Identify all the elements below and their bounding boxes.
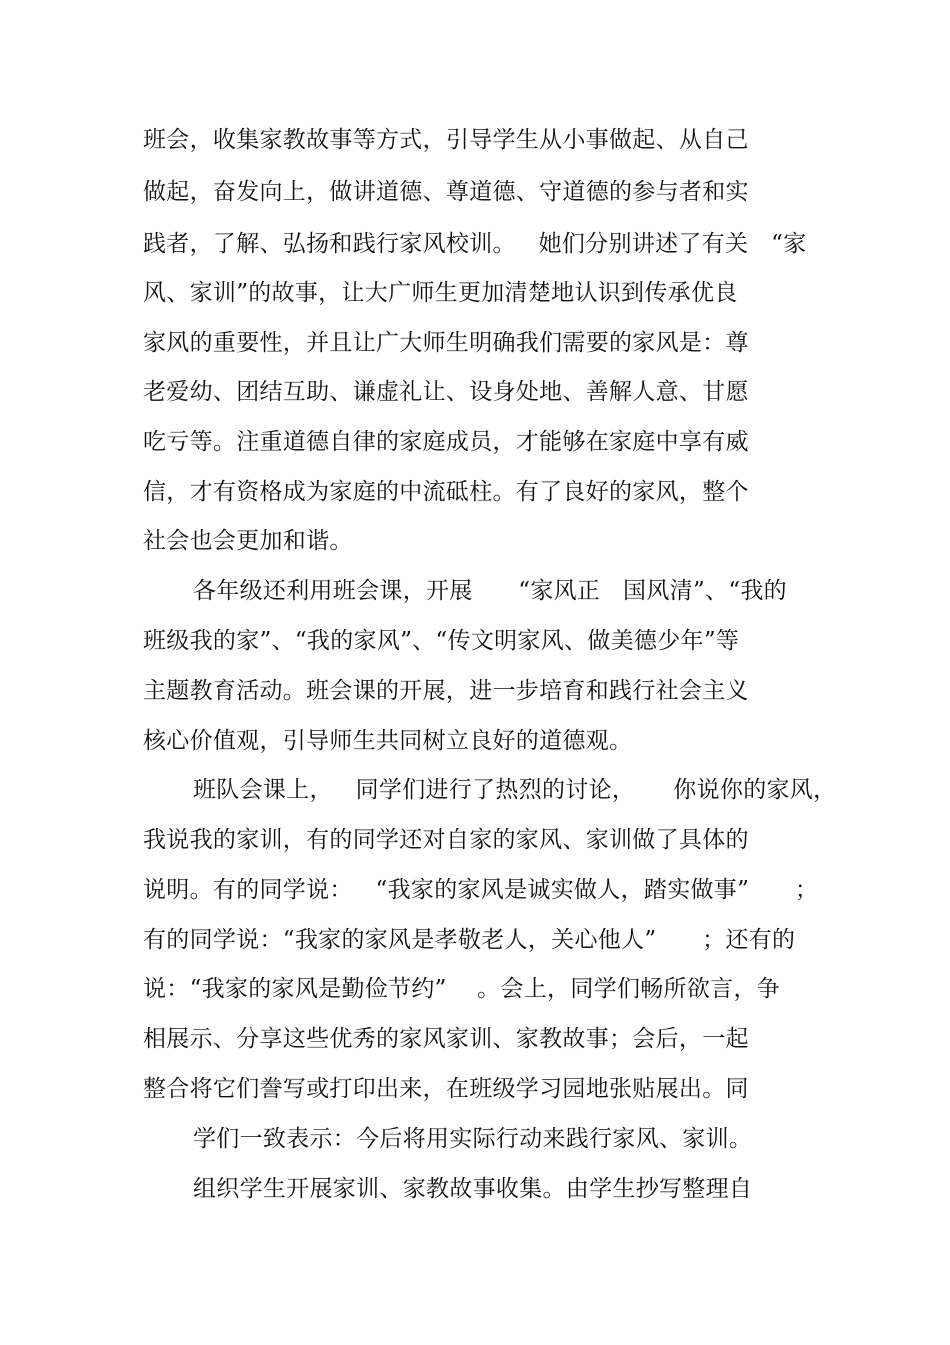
text-line: 社会也会更加和谐。 <box>143 528 353 554</box>
text-line: 班级我的家”、“我的家风”、“传文明家风、做美德少年”等 <box>143 628 740 654</box>
text-line: 风、家训”的故事，让大广师生更加清楚地认识到传承优良 <box>143 280 738 306</box>
text-line: 我说我的家训，有的同学还对自家的家风、家训做了具体的 <box>143 827 749 853</box>
text-line: 整合将它们誊写或打印出来，在班级学习园地张贴展出。同 <box>143 1076 749 1102</box>
text-line: 有的同学说：“我家的家风是孝敬老人，关心他人” ；还有的 <box>143 927 796 953</box>
text-line: 老爱幼、团结互助、谦虚礼让、设身处地、善解人意、甘愿 <box>143 379 749 405</box>
text-line: 做起，奋发向上，做讲道德、尊道德、守道德的参与者和实 <box>143 179 749 205</box>
text-line: 主题教育活动。班会课的开展，进一步培育和践行社会主义 <box>143 678 749 704</box>
paragraph-first-line: 组织学生开展家训、家教故事收集。由学生抄写整理自 <box>193 1176 753 1202</box>
text-line: 班会，收集家教故事等方式，引导学生从小事做起、从自己 <box>143 127 749 153</box>
text-line: 相展示、分享这些优秀的家风家训、家教故事；会后，一起 <box>143 1026 749 1052</box>
text-line: 践者，了解、弘扬和践行家风校训。 她们分别讲述了有关 “家 <box>143 231 807 257</box>
text-line: 吃亏等。注重道德自律的家庭成员，才能够在家庭中享有威 <box>143 429 749 455</box>
text-line: 核心价值观，引导师生共同树立良好的道德观。 <box>143 728 633 754</box>
text-line: 说明。有的同学说： “我家的家风是诚实做人，踏实做事” ； <box>143 877 819 903</box>
text-line: 信，才有资格成为家庭的中流砥柱。有了良好的家风，整个 <box>143 479 749 505</box>
text-line: 说：“我家的家风是勤俭节约” 。会上，同学们畅所欲言，争 <box>143 976 781 1002</box>
text-line: 家风的重要性，并且让广大师生明确我们需要的家风是：尊 <box>143 330 749 356</box>
text-line: 学们一致表示：今后将用实际行动来践行家风、家训。 <box>193 1126 753 1152</box>
paragraph-first-line: 各年级还利用班会课，开展 “家风正 国风清”、“我的 <box>193 578 787 604</box>
paragraph-first-line: 班队会课上， 同学们进行了热烈的讨论， 你说你的家风， <box>193 777 837 803</box>
